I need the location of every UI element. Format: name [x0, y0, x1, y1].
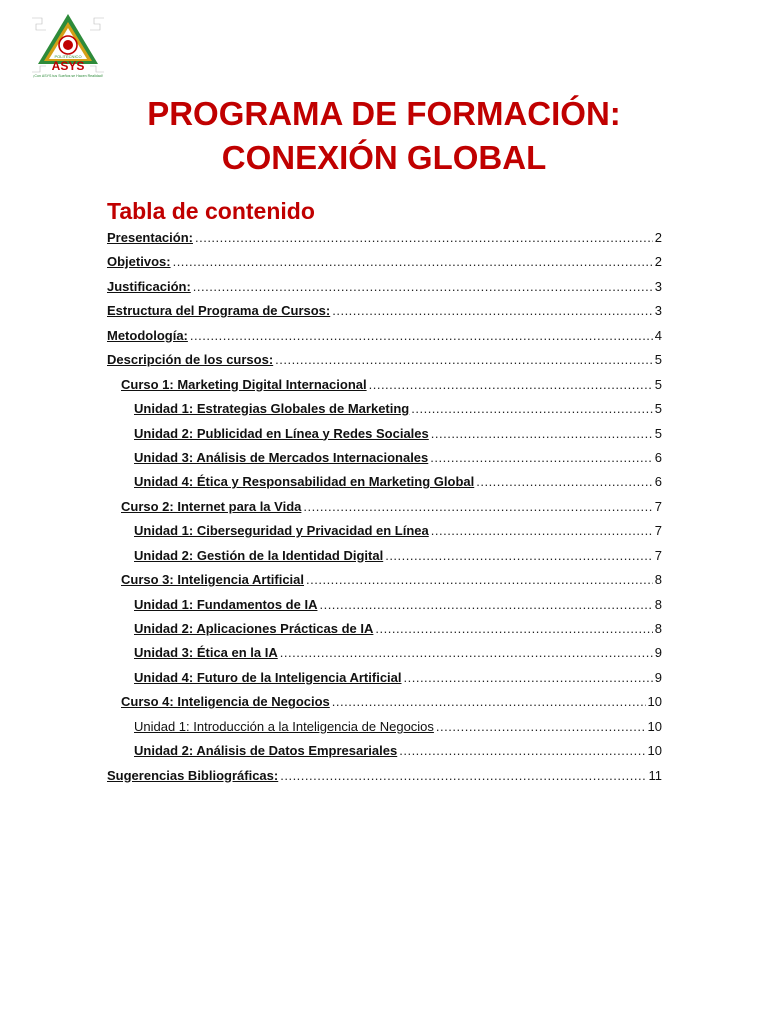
toc-entry[interactable]	[107, 226, 662, 250]
toc-leader-dots	[431, 422, 653, 446]
title-line-2: CONEXIÓN GLOBAL	[221, 139, 547, 176]
toc-entry-label[interactable]: Estructura del Programa de Cursos:	[107, 303, 331, 319]
toc-entry[interactable]	[107, 348, 662, 372]
toc-entry[interactable]	[107, 397, 662, 421]
toc-page-number: 10	[647, 718, 662, 734]
svg-text:ASYS: ASYS	[51, 59, 85, 73]
toc-page-number: 6	[654, 474, 662, 490]
toc-page-number: 7	[654, 547, 662, 563]
logo-triangle-icon	[30, 12, 106, 82]
toc-page-number: 11	[648, 767, 662, 783]
toc-entry[interactable]	[107, 666, 662, 690]
toc-entry-label[interactable]: Objetivos:	[107, 254, 171, 270]
title-line-1: PROGRAMA DE FORMACIÓN:	[147, 95, 621, 132]
toc-entry-label[interactable]: Unidad 1: Estrategias Globales de Marketing	[134, 401, 410, 417]
toc-page-number: 7	[654, 523, 662, 539]
svg-text:¡Con ASYS tus Sueños se Hacen: ¡Con ASYS tus Sueños se Hacen Realidad!	[33, 74, 103, 78]
toc-leader-dots	[319, 593, 652, 617]
toc-page-number: 2	[654, 254, 662, 270]
toc-page-number: 5	[654, 376, 662, 392]
toc-leader-dots	[375, 617, 652, 641]
toc-page-number: 3	[654, 278, 662, 294]
toc-entry-label[interactable]: Unidad 4: Ética y Responsabilidad en Marketing Global	[134, 474, 475, 490]
toc-page-number: 7	[654, 498, 662, 514]
toc-entry[interactable]	[107, 544, 662, 568]
toc-entry[interactable]	[107, 470, 662, 494]
toc-leader-dots	[303, 495, 652, 519]
toc-entry-label[interactable]: Justificación:	[107, 278, 191, 294]
toc-entry-label[interactable]: Curso 1: Marketing Digital Internacional	[121, 376, 367, 392]
toc-entry-label[interactable]: Unidad 3: Análisis de Mercados Internacionales	[134, 449, 429, 465]
toc-page-number: 5	[654, 401, 662, 417]
toc-leader-dots	[476, 470, 653, 494]
toc-page-number: 5	[654, 352, 662, 368]
toc-leader-dots	[431, 519, 653, 543]
toc-leader-dots	[399, 739, 645, 763]
toc-entry-label[interactable]: Unidad 1: Introducción a la Inteligencia de Negocios	[134, 718, 434, 734]
toc-entry[interactable]	[107, 617, 662, 641]
toc-entry-label[interactable]: Descripción de los cursos:	[107, 352, 274, 368]
toc-leader-dots	[306, 568, 653, 592]
toc-entry[interactable]	[107, 422, 662, 446]
toc-leader-dots	[173, 250, 653, 274]
toc-leader-dots	[190, 324, 653, 348]
toc-entry[interactable]	[107, 446, 662, 470]
document-title	[0, 92, 768, 180]
toc-entry[interactable]	[107, 690, 662, 714]
toc-entry[interactable]	[107, 641, 662, 665]
toc-entry-label[interactable]: Curso 4: Inteligencia de Negocios	[121, 694, 330, 710]
toc-entry-label[interactable]: Unidad 1: Ciberseguridad y Privacidad en Línea	[134, 523, 429, 539]
toc-leader-dots	[385, 544, 653, 568]
toc-entry[interactable]	[107, 250, 662, 274]
toc-entry-label[interactable]: Curso 2: Internet para la Vida	[121, 498, 302, 514]
toc-leader-dots	[275, 348, 653, 372]
toc-page-number: 4	[654, 327, 662, 343]
toc-entry-label[interactable]: Presentación:	[107, 230, 193, 245]
toc-leader-dots	[332, 299, 653, 323]
toc-entry[interactable]	[107, 715, 662, 739]
toc-entry-label[interactable]: Unidad 2: Publicidad en Línea y Redes Sociales	[134, 425, 429, 441]
toc-entry-label[interactable]: Unidad 3: Ética en la IA	[134, 645, 278, 661]
toc-heading: Tabla de contenido	[107, 198, 315, 224]
toc-leader-dots	[280, 764, 646, 788]
toc-entry-label[interactable]: Unidad 4: Futuro de la Inteligencia Artificial	[134, 669, 402, 685]
toc-page-number: 9	[654, 669, 662, 685]
toc-leader-dots	[369, 373, 653, 397]
toc-entry-label[interactable]: Unidad 1: Fundamentos de IA	[134, 596, 318, 612]
toc-entry-label[interactable]: Unidad 2: Análisis de Datos Empresariales	[134, 743, 398, 759]
toc-entry[interactable]	[107, 324, 662, 348]
toc-entry-label[interactable]: Metodología:	[107, 327, 188, 343]
toc-page-number: 10	[647, 694, 662, 710]
svg-text:POLITÉCNICO: POLITÉCNICO	[54, 54, 82, 59]
toc-entry[interactable]	[107, 764, 662, 788]
toc-entry-label[interactable]: Unidad 2: Gestión de la Identidad Digital	[134, 547, 384, 563]
toc-entry[interactable]	[107, 739, 662, 763]
toc-leader-dots	[193, 275, 653, 299]
toc-entry-label[interactable]: Unidad 2: Aplicaciones Prácticas de IA	[134, 621, 374, 636]
toc-entry[interactable]	[107, 568, 662, 592]
toc-leader-dots	[195, 226, 653, 250]
asys-logo	[30, 12, 106, 82]
toc-entry[interactable]	[107, 373, 662, 397]
toc-page-number: 9	[654, 645, 662, 661]
toc-leader-dots	[436, 715, 646, 739]
toc-leader-dots	[430, 446, 652, 470]
toc-entry[interactable]	[107, 275, 662, 299]
toc-entry[interactable]	[107, 495, 662, 519]
toc-entry-label[interactable]: Curso 3: Inteligencia Artificial	[121, 572, 305, 588]
toc-leader-dots	[404, 666, 653, 690]
toc-page-number: 5	[654, 425, 662, 441]
toc-page-number: 2	[654, 230, 662, 245]
toc-page-number: 8	[654, 621, 662, 636]
toc-entry[interactable]	[107, 299, 662, 323]
toc-page-number: 8	[654, 596, 662, 612]
toc-page-number: 3	[654, 303, 662, 319]
toc-entry[interactable]	[107, 593, 662, 617]
toc-leader-dots	[411, 397, 653, 421]
toc-page-number: 6	[654, 449, 662, 465]
toc-entry[interactable]	[107, 519, 662, 543]
toc-entry-label[interactable]: Sugerencias Bibliográficas:	[107, 767, 279, 783]
toc-page-number: 10	[647, 743, 662, 759]
toc-page-number: 8	[654, 572, 662, 588]
toc-leader-dots	[332, 690, 646, 714]
toc-leader-dots	[280, 641, 653, 665]
table-of-contents	[107, 226, 662, 788]
